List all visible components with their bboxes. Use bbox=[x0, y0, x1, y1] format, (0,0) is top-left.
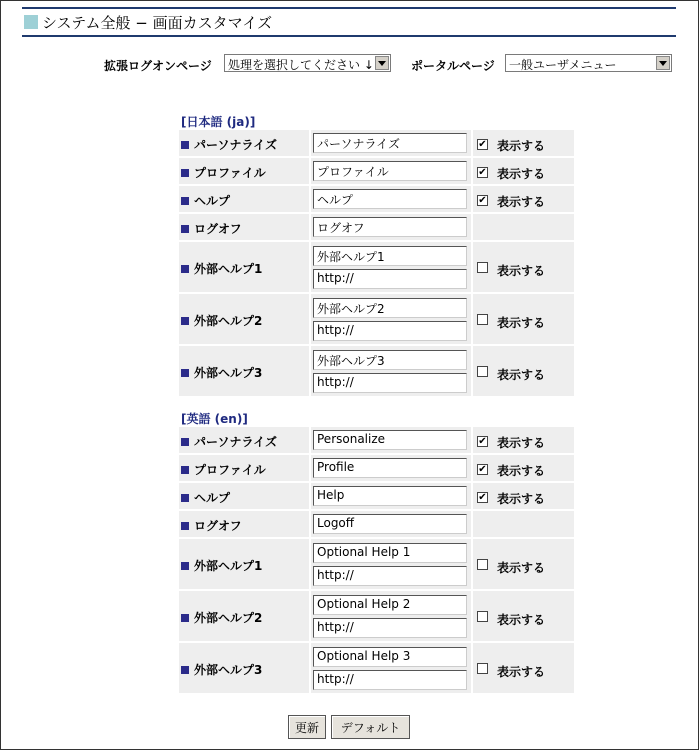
checkbox-ja-help[interactable]: ✔ bbox=[478, 195, 487, 206]
label-ja-ext3: 外部ヘルプ3 bbox=[181, 364, 262, 381]
input-ja-profile[interactable]: プロファイル bbox=[313, 161, 467, 181]
section-title-en: [英語 (en)] bbox=[181, 412, 248, 426]
row-en-ext2 bbox=[179, 591, 574, 641]
input-en-help[interactable]: Help bbox=[313, 486, 467, 506]
show-label: 表示する bbox=[497, 316, 546, 330]
label-ja-ext1: 外部ヘルプ1 bbox=[181, 260, 262, 277]
label-en-logoff: ログオフ bbox=[181, 517, 242, 534]
checkbox-en-ext3[interactable] bbox=[477, 663, 488, 674]
bullet-icon bbox=[181, 141, 189, 149]
portal-page-value: 一般ユーザメニュー bbox=[509, 58, 617, 72]
checkbox-ja-ext1[interactable] bbox=[477, 262, 488, 273]
label-ja-ext2: 外部ヘルプ2 bbox=[181, 312, 262, 329]
bullet-icon bbox=[181, 466, 189, 474]
row-ja-help bbox=[179, 186, 574, 212]
input-en-personalize[interactable]: Personalize bbox=[313, 430, 467, 450]
bullet-icon bbox=[181, 562, 189, 570]
checkbox-ja-personalize[interactable]: ✔ bbox=[478, 139, 487, 150]
input-en-ext1-url[interactable]: http:// bbox=[313, 566, 467, 586]
input-ja-ext1-url[interactable]: http:// bbox=[313, 269, 467, 289]
header-bottom-rule bbox=[22, 35, 676, 37]
show-label: 表示する bbox=[497, 167, 546, 181]
label-en-help: ヘルプ bbox=[181, 489, 230, 506]
selector-row bbox=[1, 53, 699, 75]
row-en-help bbox=[179, 483, 574, 509]
portal-page-label: ポータルページ bbox=[411, 59, 495, 73]
chevron-down-icon[interactable] bbox=[656, 56, 670, 70]
label-en-personalize: パーソナライズ bbox=[181, 433, 277, 450]
label-en-ext1: 外部ヘルプ1 bbox=[181, 557, 262, 574]
bullet-icon bbox=[181, 369, 189, 377]
bullet-icon bbox=[181, 169, 189, 177]
bullet-icon bbox=[181, 614, 189, 622]
bullet-icon bbox=[181, 522, 189, 530]
bullet-icon bbox=[181, 494, 189, 502]
label-ja-help: ヘルプ bbox=[181, 192, 230, 209]
input-ja-ext3-name[interactable]: 外部ヘルプ3 bbox=[313, 350, 467, 370]
label-ja-logoff: ログオフ bbox=[181, 220, 242, 237]
show-label: 表示する bbox=[497, 613, 546, 627]
title-square-icon bbox=[24, 15, 38, 29]
show-label: 表示する bbox=[497, 139, 546, 153]
default-button[interactable]: デフォルト bbox=[331, 715, 410, 739]
row-ja-profile bbox=[179, 158, 574, 184]
bullet-icon bbox=[181, 317, 189, 325]
checkbox-ja-profile[interactable]: ✔ bbox=[478, 167, 487, 178]
input-en-profile[interactable]: Profile bbox=[313, 458, 467, 478]
logon-page-label: 拡張ログオンページ bbox=[104, 59, 212, 73]
checkbox-en-ext2[interactable] bbox=[477, 611, 488, 622]
input-ja-personalize[interactable]: パーソナライズ bbox=[313, 133, 467, 153]
checkbox-en-help[interactable]: ✔ bbox=[478, 492, 487, 503]
row-en-profile bbox=[179, 455, 574, 481]
checkbox-en-personalize[interactable]: ✔ bbox=[478, 436, 487, 447]
row-en-logoff bbox=[179, 511, 574, 537]
checkbox-en-ext1[interactable] bbox=[477, 559, 488, 570]
show-label: 表示する bbox=[497, 561, 546, 575]
checkbox-en-profile[interactable]: ✔ bbox=[478, 464, 487, 475]
input-ja-logoff[interactable]: ログオフ bbox=[313, 217, 467, 237]
show-label: 表示する bbox=[497, 464, 546, 478]
bullet-icon bbox=[181, 666, 189, 674]
logon-page-value: 処理を選択してください ↓ bbox=[228, 58, 374, 72]
input-ja-ext2-url[interactable]: http:// bbox=[313, 321, 467, 341]
bullet-icon bbox=[181, 197, 189, 205]
input-en-ext1-name[interactable]: Optional Help 1 bbox=[313, 543, 467, 563]
show-label: 表示する bbox=[497, 195, 546, 209]
row-en-ext1 bbox=[179, 539, 574, 589]
label-en-profile: プロファイル bbox=[181, 461, 266, 478]
show-label: 表示する bbox=[497, 436, 546, 450]
row-ja-logoff bbox=[179, 214, 574, 240]
input-ja-ext2-name[interactable]: 外部ヘルプ2 bbox=[313, 298, 467, 318]
input-ja-ext1-name[interactable]: 外部ヘルプ1 bbox=[313, 246, 467, 266]
page-title: システム全般 − 画面カスタマイズ bbox=[42, 13, 273, 32]
checkbox-ja-ext3[interactable] bbox=[477, 366, 488, 377]
input-en-ext2-url[interactable]: http:// bbox=[313, 618, 467, 638]
input-en-ext2-name[interactable]: Optional Help 2 bbox=[313, 595, 467, 615]
show-label: 表示する bbox=[497, 264, 546, 278]
row-en-ext3 bbox=[179, 643, 574, 693]
page-header bbox=[22, 7, 676, 37]
title-row bbox=[22, 9, 676, 35]
show-label: 表示する bbox=[497, 492, 546, 506]
input-en-ext3-url[interactable]: http:// bbox=[313, 670, 467, 690]
input-en-logoff[interactable]: Logoff bbox=[313, 514, 467, 534]
label-ja-personalize: パーソナライズ bbox=[181, 136, 277, 153]
chevron-down-icon[interactable] bbox=[375, 56, 389, 70]
checkbox-ja-ext2[interactable] bbox=[477, 314, 488, 325]
logon-page-select[interactable] bbox=[224, 54, 391, 72]
label-en-ext3: 外部ヘルプ3 bbox=[181, 661, 262, 678]
row-ja-ext3 bbox=[179, 346, 574, 396]
bullet-icon bbox=[181, 438, 189, 446]
row-ja-personalize bbox=[179, 130, 574, 156]
show-label: 表示する bbox=[497, 665, 546, 679]
show-label: 表示する bbox=[497, 368, 546, 382]
row-ja-ext2 bbox=[179, 294, 574, 344]
bullet-icon bbox=[181, 265, 189, 273]
bullet-icon bbox=[181, 225, 189, 233]
portal-page-select[interactable] bbox=[505, 54, 672, 72]
input-en-ext3-name[interactable]: Optional Help 3 bbox=[313, 647, 467, 667]
section-title-ja: [日本語 (ja)] bbox=[181, 115, 256, 129]
label-ja-profile: プロファイル bbox=[181, 164, 266, 181]
row-en-personalize bbox=[179, 427, 574, 453]
input-ja-ext3-url[interactable]: http:// bbox=[313, 373, 467, 393]
update-button[interactable]: 更新 bbox=[288, 715, 326, 739]
label-en-ext2: 外部ヘルプ2 bbox=[181, 609, 262, 626]
input-ja-help[interactable]: ヘルプ bbox=[313, 189, 467, 209]
row-ja-ext1 bbox=[179, 242, 574, 292]
